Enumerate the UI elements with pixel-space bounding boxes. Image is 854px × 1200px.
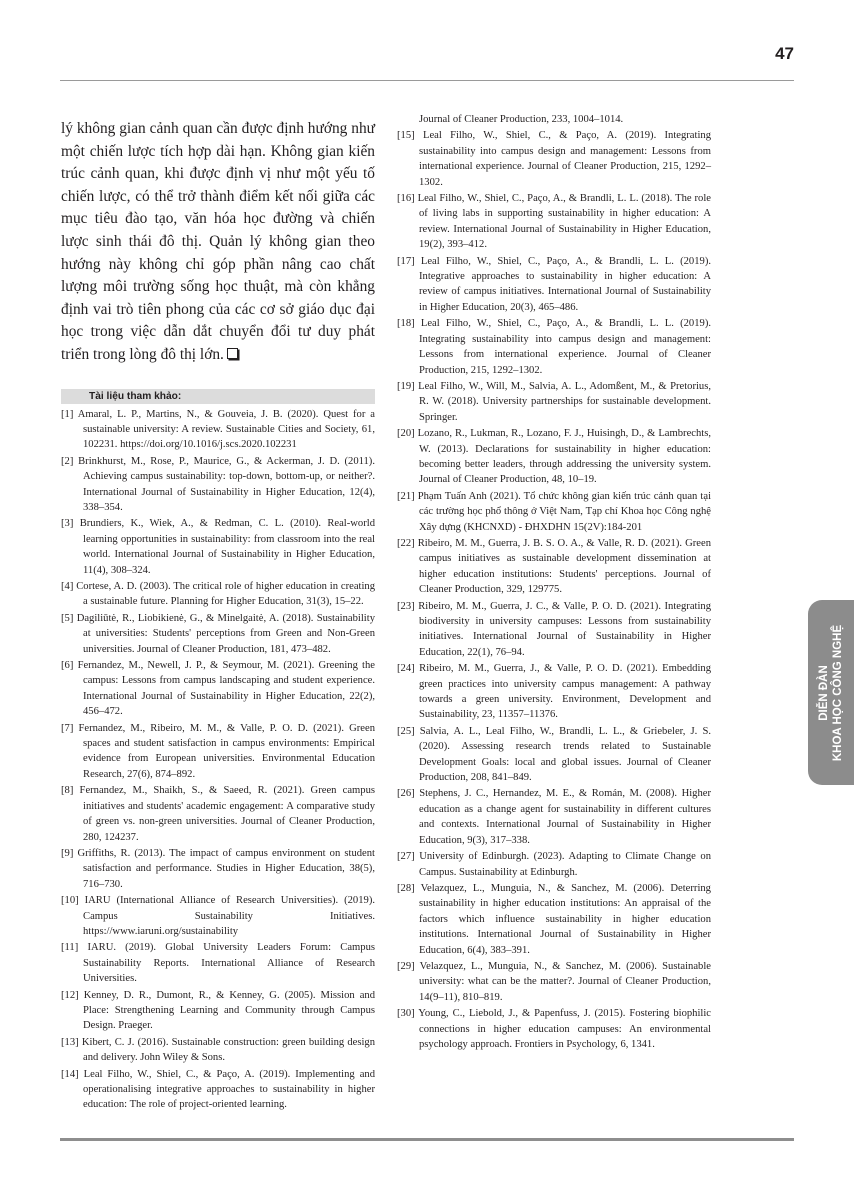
reference-text: Ribeiro, M. M., Guerra, J. B. S. O. A., & Valle, R. D. (2021). Green campus initiatives as sustainable development dissemination at higher education institutions: Students' perceptions. Journal of Cleaner Production, 329, 129775. <box>417 537 711 596</box>
reference-number: [4] <box>61 581 74 592</box>
reference-text: University of Edinburgh. (2023). Adapting to Climate Change on Campus. Sustainability at Edinburgh. <box>419 851 711 878</box>
references-heading: Tài liệu tham khảo: <box>61 389 375 404</box>
reference-number: [18] <box>397 318 415 330</box>
reference-item <box>61 893 375 939</box>
reference-item <box>61 1067 375 1113</box>
reference-number: [22] <box>397 537 415 549</box>
reference-text: Velazquez, L., Munguia, N., & Sanchez, M. (2006). Sustainable university: what can be the matter?. Journal of Cleaner Production, 14(9–11), 810–819. <box>419 960 711 1003</box>
reference-text: Kibert, C. J. (2016). Sustainable construction: green building design and delivery. John Wiley & Sons. <box>81 1036 375 1064</box>
end-of-article-icon <box>227 348 238 359</box>
reference-item <box>397 1006 711 1052</box>
reference-text: Young, C., Liebold, J., & Papenfuss, J. (2015). Fostering biophilic connections in higher education campuses: An environmental psychology approach. Frontiers in Psychology, 6, 1341. <box>418 1008 711 1050</box>
reference-item <box>61 516 375 578</box>
reference-number: [16] <box>397 193 415 205</box>
reference-number: [24] <box>397 663 415 675</box>
reference-number: [7] <box>61 722 74 734</box>
reference-item <box>397 426 711 488</box>
reference-text: Griffiths, R. (2013). The impact of campus environment on student satisfaction and performance. Studies in Higher Education, 38(5), 716–730. <box>77 847 375 890</box>
reference-number: [15] <box>397 130 415 142</box>
references-list-left <box>61 407 375 1113</box>
reference-text: Phạm Tuấn Anh (2021). Tổ chức không gian kiến trúc cảnh quan tại các trường học phổ thông ở Việt Nam, Tạp chí Khoa học Công nghệ Xây dựng (KHCNXD) - ĐHXDHN 15(2V):184-201 <box>417 490 712 533</box>
reference-item <box>397 128 711 190</box>
reference-text: Leal Filho, W., Shiel, C., Paço, A., & Brandli, L. L. (2019). Integrating sustainability into campus design and management: Lessons from international experience. Journal of Cleaner Production, 215, 1292–1302. <box>419 318 711 376</box>
body-paragraph-text: lý không gian cảnh quan cần được định hướng như một chiến lược tích hợp dài hạn. Không gian kiến trúc cảnh quan, khi được định vị như một yếu tố chiến lược, có thể trở thành điểm kết nối giữa các mục tiêu đào tạo, văn hóa học đường và chiến lược sinh thái đô thị. Quản lý không gian theo hướng này không chỉ góp phần nâng cao chất lượng môi trường sống học thuật, mà còn khẳng định vai trò tiên phong của các cơ sở giáo dục đại học trong việc dẫn dắt chuyển đổi tư duy phát triển trong lòng đô thị lớn. <box>61 120 375 363</box>
reference-number: [6] <box>61 660 74 672</box>
reference-item <box>397 254 711 316</box>
reference-number: [20] <box>397 428 415 440</box>
reference-text: Lozano, R., Lukman, R., Lozano, F. J., Huisingh, D., & Lambrechts, W. (2013). Declarations for sustainability in higher education: becoming better leaders, through addressing the university system. Journal of Cleaner Production, 48, 10–19. <box>417 428 711 486</box>
reference-number: [19] <box>397 380 415 392</box>
reference-item <box>61 454 375 516</box>
reference-number: [3] <box>61 518 74 530</box>
reference-number: [1] <box>61 408 74 420</box>
reference-item <box>397 786 711 848</box>
header-rule <box>60 80 794 81</box>
reference-number: [23] <box>397 600 415 612</box>
reference-item <box>61 783 375 845</box>
reference-number: [11] <box>61 942 79 954</box>
reference-item <box>397 489 711 535</box>
side-tab-label <box>817 624 845 760</box>
page-number: 47 <box>775 44 794 63</box>
reference-number: [30] <box>397 1008 415 1020</box>
reference-text: Ribeiro, M. M., Guerra, J. C., & Valle, P. O. D. (2021). Integrating biodiversity in university campuses: Lessons from sustainability initiatives. International Journal of Sustainability in Higher Education, 22(1), 76–94. <box>418 600 711 658</box>
reference-item <box>61 611 375 657</box>
reference-text: Fernandez, M., Shaikh, S., & Saeed, R. (2021). Green campus initiatives and students' academic engagement: A comparative study of green vs. non-green universities. Journal of Cleaner Production, 280, 124237. <box>79 785 375 843</box>
reference-text: Leal Filho, W., Shiel, C., & Paço, A. (2019). Integrating sustainability into campus design and management: Lessons from international experience. Journal of Cleaner Production, 215, 1292–1302. <box>419 130 711 188</box>
reference-text: Amaral, L. P., Martins, N., & Gouveia, J. B. (2020). Quest for a sustainable university: A review. Sustainable Cities and Society, 61, 102231. https://doi.org/10.1016/j.scs.2020.102231 <box>77 408 375 451</box>
reference-item <box>61 579 375 610</box>
reference-text: Velazquez, L., Munguia, N., & Sanchez, M. (2006). Deterring sustainability in higher education institutions: An appraisal of the factors which influence sustainability in higher education institutions. International Journal of Sustainability in Higher Education, 6(4), 383–391. <box>419 882 711 956</box>
reference-text: Dagiliūtė, R., Liobikienė, G., & Minelgaitė, A. (2018). Sustainability at universities: Students' perceptions from Green and Non-Green universities. Journal of Cleaner Production, 181, 473–482. <box>76 612 375 655</box>
reference-item <box>61 721 375 783</box>
reference-number: [29] <box>397 960 415 972</box>
reference-number: [9] <box>61 847 74 859</box>
body-paragraph <box>61 118 375 367</box>
reference-item <box>397 599 711 661</box>
reference-number: [5] <box>61 612 74 624</box>
reference-number: [8] <box>61 785 74 797</box>
reference-text: Brundiers, K., Wiek, A., & Redman, C. L. (2010). Real-world learning opportunities in sustainability: from classroom into the real world. International Journal of Sustainability in Higher Education, 11(4), 308–324. <box>79 518 375 576</box>
reference-item <box>397 536 711 598</box>
reference-number: [21] <box>397 490 415 502</box>
reference-item <box>397 881 711 958</box>
reference-item <box>397 191 711 253</box>
reference-text: IARU. (2019). Global University Leaders Forum: Campus Sustainability Reports. International Alliance of Research Universities. <box>83 942 375 985</box>
reference-text: Cortese, A. D. (2003). The critical role of higher education in creating a sustainable future. Planning for Higher Education, 31(3), 15–22. <box>76 581 376 608</box>
reference-text: Salvia, A. L., Leal Filho, W., Brandli, L. L., & Griebeler, J. S. (2020). Assessing research trends related to Sustainable Development Goals: local and global issues. Journal of Cleaner Production, 208, 841–849. <box>419 725 711 784</box>
references-list-right <box>397 112 711 1052</box>
reference-item <box>397 959 711 1005</box>
reference-item <box>61 988 375 1034</box>
section-side-tab <box>808 600 854 785</box>
reference-text: Stephens, J. C., Hernandez, M. E., & Román, M. (2008). Higher education as a change agent for sustainability in different cultures and contexts. International Journal of Sustainability in Higher Education, 9(3), 317–338. <box>419 788 712 846</box>
reference-item <box>397 661 711 723</box>
reference-text: Fernandez, M., Newell, J. P., & Seymour, M. (2021). Greening the campus: Lessons from campus landscaping and student experience. International Journal of Sustainability in Higher Education, 22(2), 456–472. <box>77 660 376 718</box>
reference-continuation: Journal of Cleaner Production, 233, 1004–1014. <box>419 114 624 125</box>
reference-text: Leal Filho, W., Shiel, C., Paço, A., & Brandli, L. L. (2019). Integrative approaches to sustainability in higher education: A review of campus initiatives. International Journal of Sustainability in Higher Education, 20(3), 465–486. <box>419 255 711 313</box>
reference-text: Fernandez, M., Ribeiro, M. M., & Valle, P. O. D. (2021). Green spaces and student satisfaction in campus environments: Empirical evidence from European universities. Environmental Education Research, 27(6), 874–892. <box>78 722 375 780</box>
reference-text: Leal Filho, W., Shiel, C., & Paço, A. (2019). Implementing and operationalising integrative approaches to sustainability in higher education: The role of project-oriented learning. <box>83 1068 375 1111</box>
reference-text: IARU (International Alliance of Research Universities). (2019). Campus Sustainability Initiatives. https://www.iaruni.org/sustainability <box>83 895 375 937</box>
reference-number: [25] <box>397 725 415 737</box>
reference-number: [17] <box>397 255 415 267</box>
reference-item <box>61 940 375 986</box>
reference-number: [27] <box>397 851 415 863</box>
reference-number: [12] <box>61 989 79 1001</box>
side-tab-line-2: KHOA HỌC CÔNG NGHỆ <box>832 624 844 761</box>
reference-number: [26] <box>397 788 415 800</box>
right-column <box>397 109 711 1053</box>
reference-item <box>61 846 375 892</box>
reference-number: [10] <box>61 895 79 907</box>
reference-item <box>61 1035 375 1066</box>
reference-item <box>397 379 711 425</box>
reference-text: Leal Filho, W., Shiel, C., Paço, A., & Brandli, L. L. (2018). The role of living labs in supporting sustainability in higher education: A review. International Journal of Sustainability in Higher Education, 19(2), 393–412. <box>417 193 711 251</box>
reference-text: Leal Filho, W., Will, M., Salvia, A. L., Adomßent, M., & Pretorius, R. W. (2018). University partnerships for sustainable development. Springer. <box>418 380 711 423</box>
reference-number: [14] <box>61 1068 79 1080</box>
reference-text: Ribeiro, M. M., Guerra, J., & Valle, P. O. D. (2021). Embedding green practices into university campus management: A pathway towards a green university. Environment, Development and Sustainability, 23, 11357–11376. <box>419 663 711 721</box>
reference-number: [2] <box>61 455 74 467</box>
reference-number: [28] <box>397 882 415 894</box>
reference-number: [13] <box>61 1036 79 1048</box>
reference-item <box>397 316 711 378</box>
reference-text: Brinkhurst, M., Rose, P., Maurice, G., & Ackerman, J. D. (2011). Achieving campus sustainability: top-down, bottom-up, or neither?. International Journal of Sustainability in Higher Education, 12(4), 338–354. <box>78 455 375 513</box>
side-tab-line-1: DIỄN ĐÀN <box>818 664 830 721</box>
reference-item <box>397 724 711 786</box>
left-column <box>61 118 375 1114</box>
reference-item <box>61 407 375 453</box>
reference-text: Kenney, D. R., Dumont, R., & Kenney, G. (2005). Mission and Place: Strengthening Learning and Community through Campus Design. Praeger. <box>83 989 375 1032</box>
reference-item <box>61 658 375 720</box>
reference-item <box>397 849 711 880</box>
footer-rule <box>60 1138 794 1141</box>
